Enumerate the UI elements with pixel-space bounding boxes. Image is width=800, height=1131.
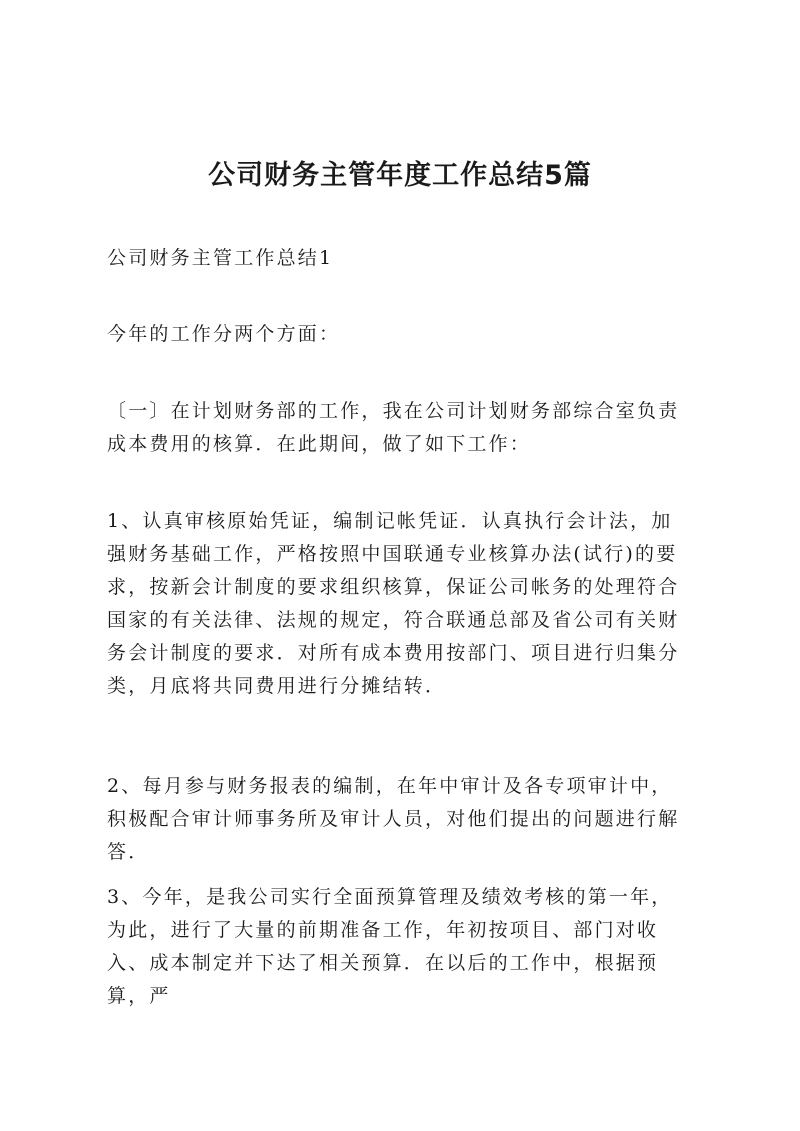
intro-paragraph: 今年的工作分两个方面： (107, 323, 341, 345)
paragraph-item-3: 3、今年，是我公司实行全面预算管理及绩效考核的第一年，为此，进行了大量的前期准备工作，年初按项目、部门对收入、成本制定并下达了相关预算．在以后的工作中，根据预算，严 (107, 886, 673, 1007)
section-heading: 公司财务主管工作总结1 (107, 247, 334, 269)
paragraph-part-one: 〔一〕在计划财务部的工作，我在公司计划财务部综合室负责成本费用的核算．在此期间，做了如下工作： (107, 400, 680, 455)
paragraph-item-1: 1、认真审核原始凭证，编制记帐凭证．认真执行会计法，加强财务基础工作，严格按照中国联通专业核算办法(试行)的要求，按新会计制度的要求组织核算，保证公司帐务的处理符合国家的有关法律、法规的规定，符合联通总部及省公司有关财务会计制度的要求．对所有成本费用按部门、项目进行归集分类，月底将共同费用进行分摊结转． (107, 510, 680, 697)
paragraph-item-2: 2、每月参与财务报表的编制，在年中审计及各专项审计中，积极配合审计师事务所及审计人员，对他们提出的问题进行解答． (107, 775, 680, 863)
document-title: 公司财务主管年度工作总结5篇 (208, 160, 592, 191)
